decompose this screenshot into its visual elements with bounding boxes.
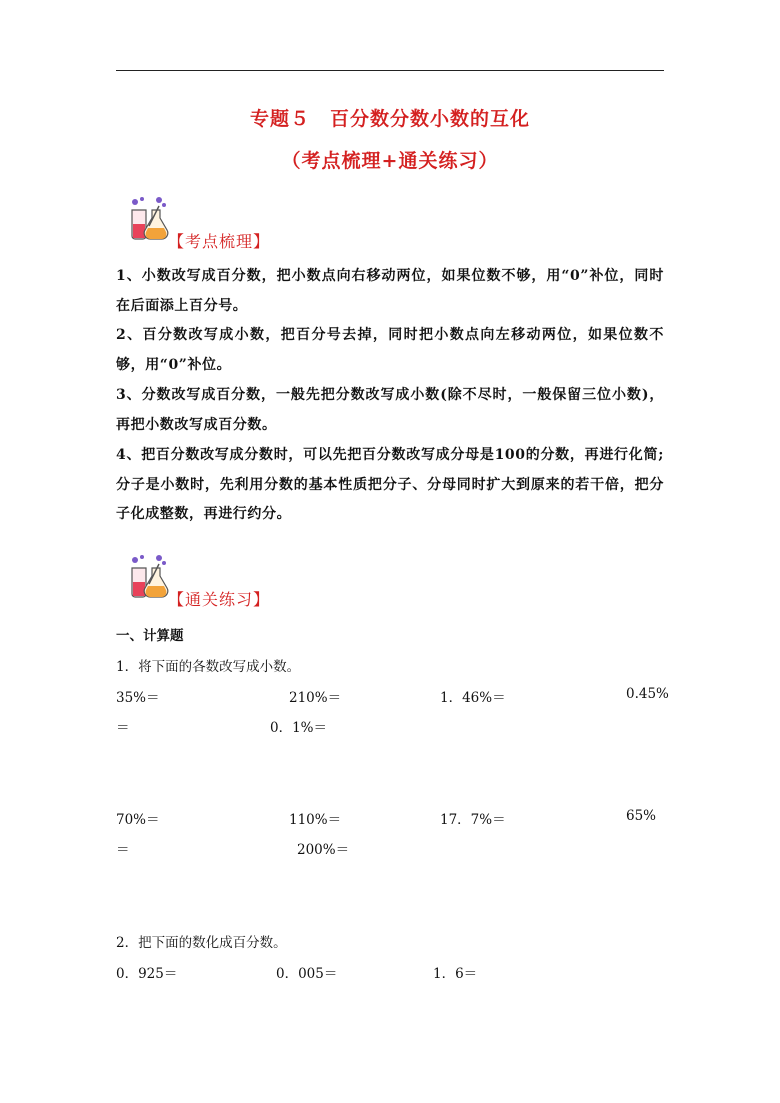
q1-item: 17．7%＝ — [440, 812, 506, 828]
q1-item: ＝ — [116, 842, 130, 858]
q1-item: ＝ — [116, 720, 130, 736]
q2-item: 0．925＝ — [116, 966, 178, 982]
key-point-1: 1、小数改写成百分数，把小数点向右移动两位，如果位数不够，用“0”补位，同时在后面添上百分号。 — [116, 268, 664, 314]
key-point-4: 4、把百分数改写成分数时，可以先把百分数改写成分母是100的分数，再进行化简;分子是小数时，先利用分数的基本性质把分子、分母同时扩大到原来的若干倍，把分子化成整数，再进行约分。 — [116, 447, 664, 522]
document-title: 专题５ 百分数分数小数的互化 — [249, 108, 530, 130]
q1-item: 1．46%＝ — [440, 690, 506, 706]
q1-item: 0.45% — [626, 686, 669, 702]
section-heading-practice: 【通关练习】 — [168, 590, 271, 609]
q1-item: 210%＝ — [289, 690, 342, 706]
section-heading-key-points: 【考点梳理】 — [168, 232, 271, 251]
key-point-3: 3、分数改写成百分数，一般先把分数改写成小数(除不尽时，一般保留三位小数)，再把小数改写成百分数。 — [116, 387, 664, 433]
q1-item: 35%＝ — [116, 690, 160, 706]
q2-item: 0．005＝ — [276, 966, 338, 982]
header-rule — [116, 70, 664, 71]
q2-item: 1．6＝ — [433, 966, 478, 982]
question-1-prompt: 1．将下面的各数改写成小数。 — [116, 659, 301, 675]
part-title: 一、计算题 — [116, 628, 184, 644]
q1-item: 200%＝ — [297, 842, 350, 858]
question-2-prompt: 2．把下面的数化成百分数。 — [116, 935, 287, 951]
document-subtitle: （考点梳理+通关练习） — [281, 150, 499, 172]
q1-item: 110%＝ — [289, 812, 342, 828]
q1-item: 0．1%＝ — [270, 720, 328, 736]
q1-item: 70%＝ — [116, 812, 160, 828]
lab-flask-icon — [129, 196, 169, 242]
lab-flask-icon — [129, 554, 169, 600]
q1-item: 65% — [626, 808, 657, 824]
key-point-2: 2、百分数改写成小数，把百分号去掉，同时把小数点向左移动两位，如果位数不够，用“0”补位。 — [116, 327, 664, 373]
